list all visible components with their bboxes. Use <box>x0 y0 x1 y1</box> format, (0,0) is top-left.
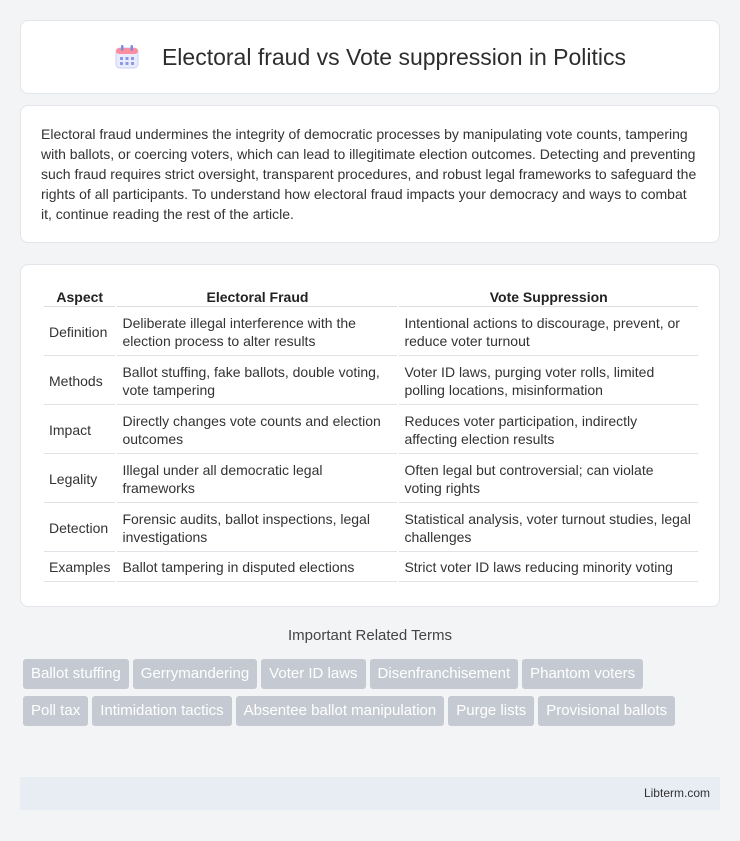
cell-aspect: Methods <box>44 358 115 405</box>
cell-aspect: Impact <box>44 407 115 454</box>
cell-aspect: Legality <box>44 456 115 503</box>
cell-electoral-fraud: Ballot stuffing, fake ballots, double voting, vote tampering <box>117 358 397 405</box>
cell-vote-suppression: Reduces voter participation, indirectly affecting election results <box>399 407 698 454</box>
cell-vote-suppression: Strict voter ID laws reducing minority voting <box>399 554 698 582</box>
cell-vote-suppression: Intentional actions to discourage, prevent, or reduce voter turnout <box>399 309 698 356</box>
comparison-table <box>42 285 700 584</box>
header-card <box>20 20 720 94</box>
calendar-icon <box>114 44 140 70</box>
tag-voter-id-laws[interactable]: Voter ID laws <box>261 659 365 689</box>
cell-vote-suppression: Voter ID laws, purging voter rolls, limited polling locations, misinformation <box>399 358 698 405</box>
cell-aspect: Definition <box>44 309 115 356</box>
header-vote-suppression: Vote Suppression <box>399 287 698 307</box>
cell-vote-suppression: Statistical analysis, voter turnout studies, legal challenges <box>399 505 698 552</box>
tag-gerrymandering[interactable]: Gerrymandering <box>133 659 257 689</box>
cell-vote-suppression: Often legal but controversial; can violate voting rights <box>399 456 698 503</box>
tag-purge-lists[interactable]: Purge lists <box>448 696 534 726</box>
cell-electoral-fraud: Deliberate illegal interference with the election process to alter results <box>117 309 397 356</box>
related-terms-list <box>23 659 713 733</box>
table-row <box>44 407 698 454</box>
header-electoral-fraud: Electoral Fraud <box>117 287 397 307</box>
table-row <box>44 456 698 503</box>
table-row <box>44 505 698 552</box>
cell-electoral-fraud: Illegal under all democratic legal frameworks <box>117 456 397 503</box>
comparison-card <box>20 264 720 607</box>
tag-disenfranchisement[interactable]: Disenfranchisement <box>370 659 519 689</box>
cell-electoral-fraud: Directly changes vote counts and election outcomes <box>117 407 397 454</box>
footer-site-link[interactable]: Libterm.com <box>643 786 710 800</box>
tag-poll-tax[interactable]: Poll tax <box>23 696 88 726</box>
tag-intimidation-tactics[interactable]: Intimidation tactics <box>92 696 231 726</box>
table-row <box>44 309 698 356</box>
footer <box>20 777 720 810</box>
table-header-row <box>44 287 698 307</box>
tag-ballot-stuffing[interactable]: Ballot stuffing <box>23 659 129 689</box>
tag-absentee-ballot-manipulation[interactable]: Absentee ballot manipulation <box>236 696 445 726</box>
table-row <box>44 554 698 582</box>
intro-text: Electoral fraud undermines the integrity of democratic processes by manipulating vote counts, tampering with ballots, or coercing voters, which can lead to illegitimate election outcomes. Detecting and preventing such fraud requires strict oversight, transparent procedures, and robust legal frameworks to safeguard the rights of all participants. To understand how electoral fraud impacts your democracy and ways to combat it, continue reading the rest of the article. <box>41 126 697 222</box>
cell-electoral-fraud: Forensic audits, ballot inspections, legal investigations <box>117 505 397 552</box>
tag-provisional-ballots[interactable]: Provisional ballots <box>538 696 675 726</box>
related-terms-title: Important Related Terms <box>288 627 452 644</box>
cell-aspect: Detection <box>44 505 115 552</box>
intro-card <box>20 105 720 243</box>
cell-electoral-fraud: Ballot tampering in disputed elections <box>117 554 397 582</box>
table-row <box>44 358 698 405</box>
header-aspect: Aspect <box>44 287 115 307</box>
cell-aspect: Examples <box>44 554 115 582</box>
page-title: Electoral fraud vs Vote suppression in Politics <box>161 43 627 70</box>
tag-phantom-voters[interactable]: Phantom voters <box>522 659 643 689</box>
